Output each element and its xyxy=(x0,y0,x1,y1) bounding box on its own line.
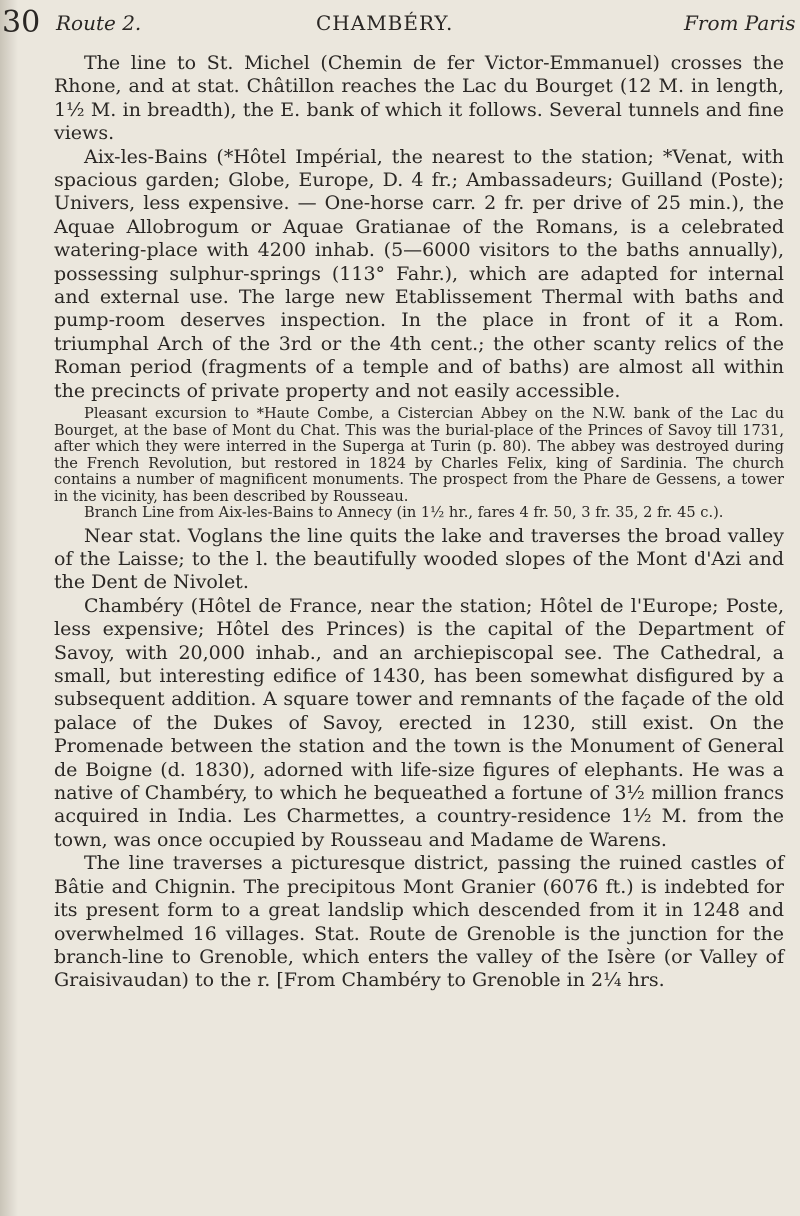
paragraph-voglans: Near stat. Voglans the line quits the lake and traverses the broad valley of the Laisse; to the l. the beautifully wooded slopes of the Mont d'Azi and the Dent de Nivolet. xyxy=(54,524,784,594)
paragraph-line-traverses: The line traverses a picturesque district, passing the ruined castles of Bâtie and Chignin. The precipitous Mont Granier (6076 ft.) is indebted for its present form to a great landslip which descended from it in 1248 and overwhelmed 16 villages. Stat. Route de Grenoble is the junction for the branch-line to Grenoble, which enters the valley of the Isère (or Valley of Graisivaudan) to the r. [From Chambéry to Grenoble in 2¼ hrs. xyxy=(54,852,784,992)
running-header xyxy=(0,4,800,44)
from-label: From Paris xyxy=(684,11,796,35)
page-number: 30 xyxy=(2,5,41,40)
page-title: CHAMBÉRY. xyxy=(316,11,454,35)
paragraph-chambery: Chambéry (Hôtel de France, near the station; Hôtel de l'Europe; Poste, less expensive; Hôtel des Princes) is the capital of the Department of Savoy, with 20,000 inhab., and an archiepiscopal see. The Cathedral, a small, but interesting edifice of 1430, has been somewhat disfigured by a subsequent addition. A square tower and remnants of the façade of the old palace of the Dukes of Savoy, erected in 1230, still exist. On the Promenade between the station and the town is the Monument of General de Boigne (d. 1830), adorned with life-size figures of elephants. He was a native of Chambéry, to which he bequeathed a fortune of 3½ million francs acquired in India. Les Charmettes, a country-residence 1½ M. from the town, was once occupied by Rousseau and Madame de Warens. xyxy=(54,594,784,851)
page-body xyxy=(54,52,784,993)
paragraph-haute-combe: Pleasant excursion to *Haute Combe, a Cistercian Abbey on the N.W. bank of the Lac du Bourget, at the base of Mont du Chat. This was the burial-place of the Princes of Savoy till 1731, after which they were interred in the Superga at Turin (p. 80). The abbey was destroyed during the French Revolution, but restored in 1824 by Charles Felix, king of Sardinia. The church contains a number of magnificent monuments. The prospect from the Phare de Gessens, a tower in the vicinity, has been described by Rousseau. xyxy=(54,405,784,505)
paragraph-branch-line: Branch Line from Aix-les-Bains to Annecy (in 1½ hr., fares 4 fr. 50, 3 fr. 35, 2 fr. 45 c.). xyxy=(84,504,724,522)
route-label: Route 2. xyxy=(56,11,142,35)
paragraph-intro: The line to St. Michel (Chemin de fer Victor-Emmanuel) crosses the Rhone, and at stat. Châtillon reaches the Lac du Bourget (12 M. in length, 1½ M. in breadth), the E. bank of which it follows. Several tunnels and fine views. xyxy=(54,52,784,145)
paragraph-aix-les-bains: Aix-les-Bains (*Hôtel Impérial, the nearest to the station; *Venat, with spacious garden; Globe, Europe, D. 4 fr.; Ambassadeurs; Guilland (Poste); Univers, less expensive. — One-horse carr. 2 fr. per drive of 25 min.), the Aquae Allobrogum or Aquae Gratianae of the Romans, is a celebrated watering-place with 4200 inhab. (5—6000 visitors to the baths annually), possessing sulphur-springs (113° Fahr.), which are adapted for internal and external use. The large new Etablissement Thermal with baths and pump-room deserves inspection. In the place in front of it a Rom. triumphal Arch of the 3rd or the 4th cent.; the other scanty relics of the Roman period (fragments of a temple and of baths) are almost all within the precincts of private property and not easily accessible. xyxy=(54,145,784,402)
page-binding-shadow xyxy=(0,0,18,1216)
